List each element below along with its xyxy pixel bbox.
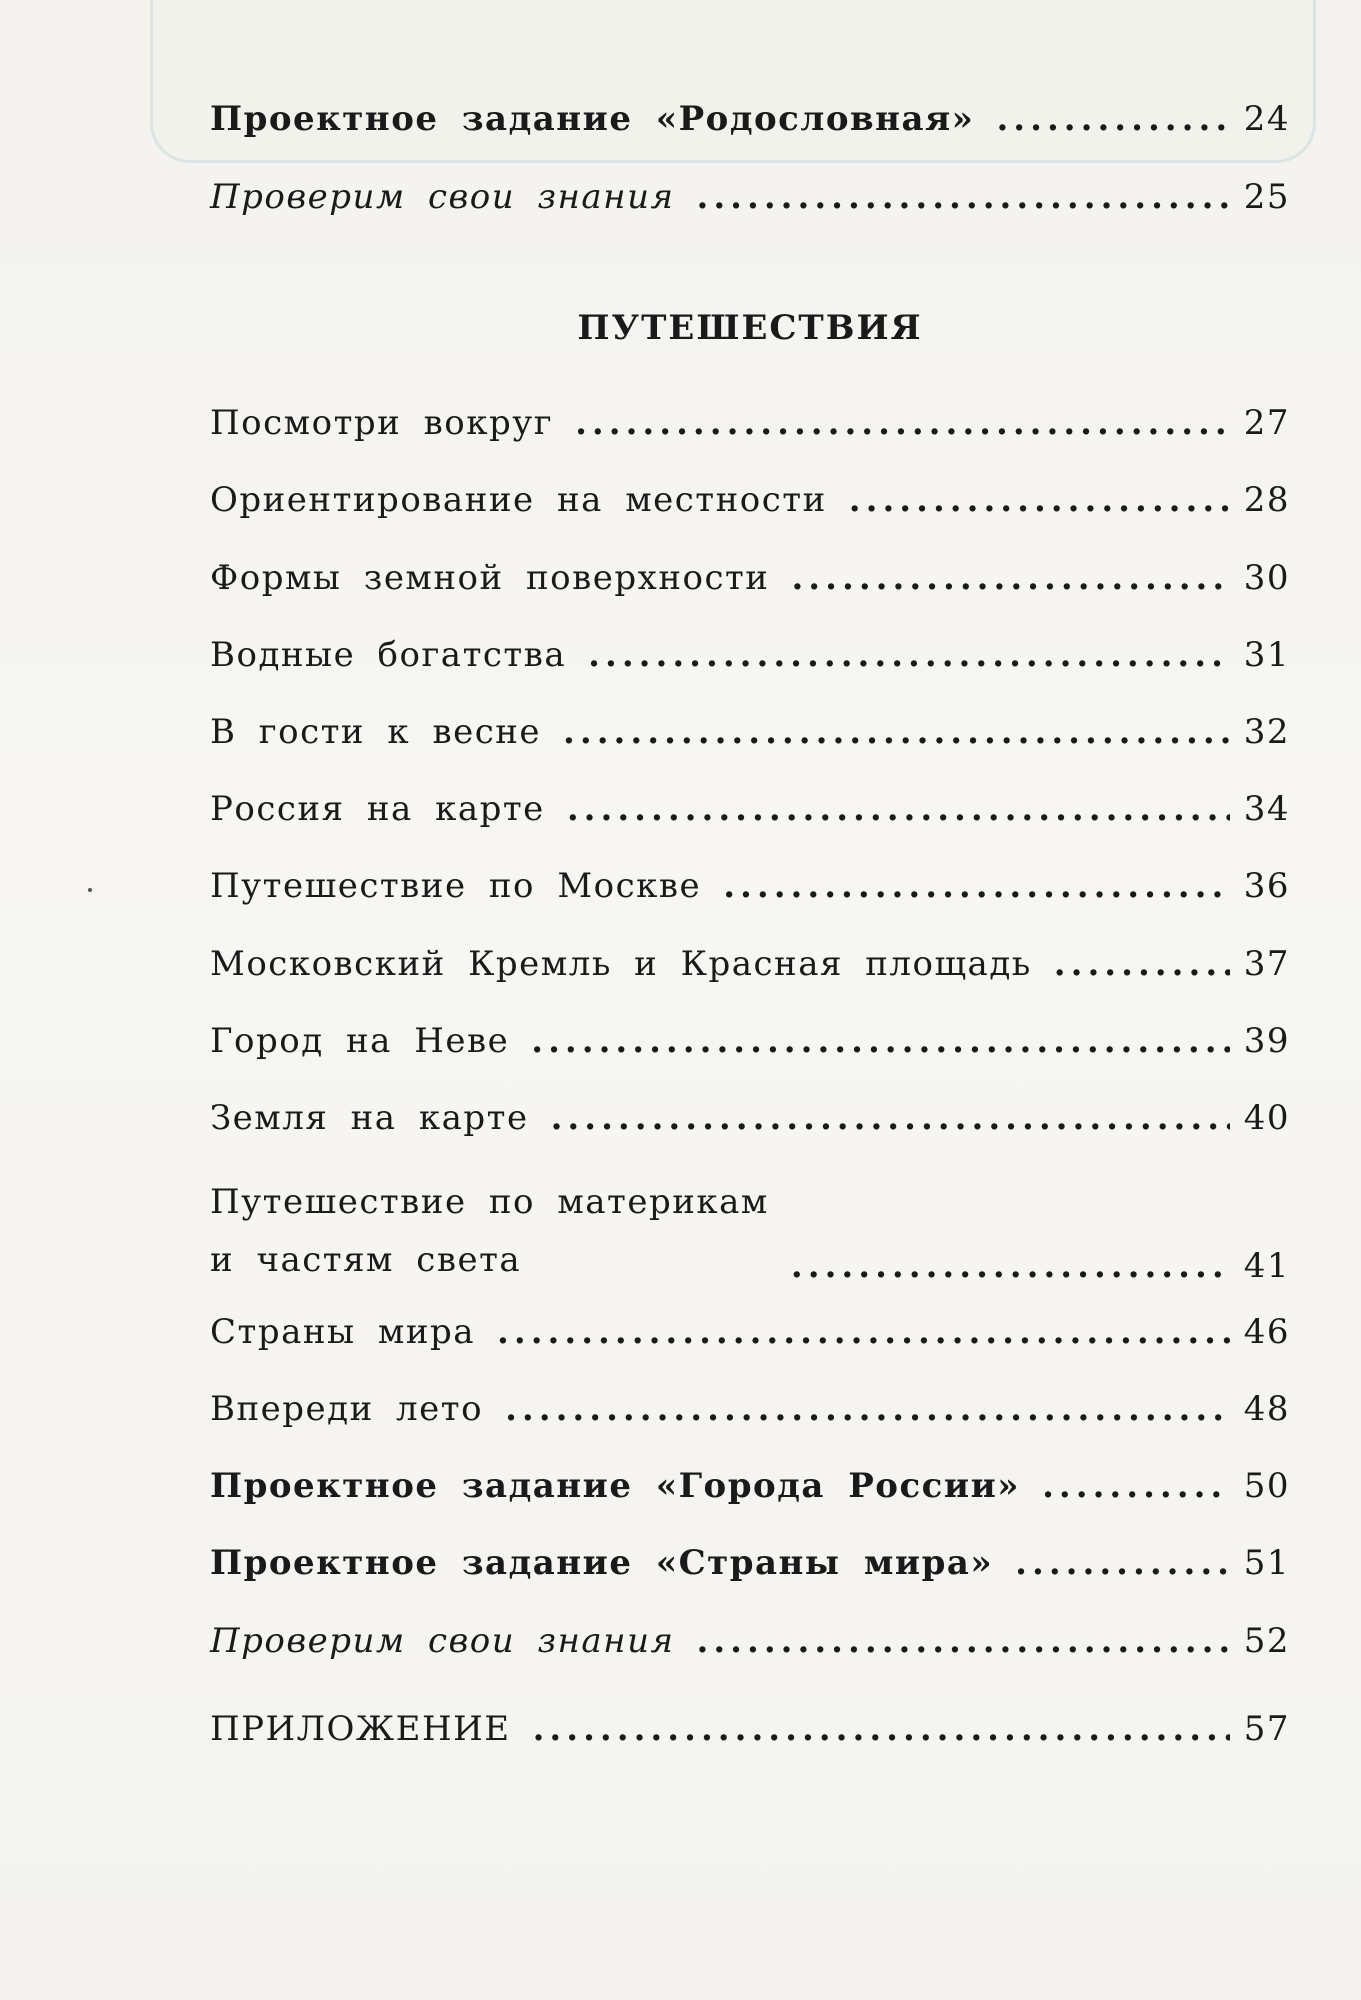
toc-entry-page: 52	[1243, 1621, 1290, 1661]
toc-entry[interactable]	[210, 400, 1290, 446]
toc-entry-page: 57	[1243, 1709, 1290, 1749]
dot-leader	[575, 400, 1230, 446]
toc-entry-title: Страны мира	[210, 1312, 476, 1352]
toc-entry-title: Проектное задание «Страны мира»	[210, 1543, 994, 1583]
toc-entry-page: 27	[1243, 403, 1290, 443]
toc-entry[interactable]	[210, 632, 1290, 678]
toc-entry[interactable]	[210, 941, 1290, 987]
toc-entry[interactable]	[210, 555, 1290, 601]
toc-entry[interactable]	[210, 863, 1290, 909]
toc-entry-page: 46	[1243, 1312, 1290, 1352]
toc-entry-title: Посмотри вокруг	[210, 403, 554, 443]
toc-entry-title: Город на Неве	[210, 1021, 510, 1061]
toc-entry-title: Проектное задание «Родословная»	[210, 99, 975, 139]
toc-entry-title: Московский Кремль и Красная площадь	[210, 944, 1032, 984]
toc-entry-page: 40	[1243, 1098, 1290, 1138]
dot-leader	[497, 1309, 1230, 1355]
toc-entry-page: 28	[1243, 480, 1290, 520]
toc-entry-page: 41	[1243, 1246, 1290, 1286]
toc-entry-check-knowledge-1[interactable]	[210, 174, 1290, 220]
dot-leader	[791, 555, 1229, 601]
toc-entry-project-countries[interactable]	[210, 1540, 1290, 1586]
toc-entry-page: 30	[1243, 558, 1290, 598]
dot-leader	[696, 1618, 1229, 1664]
toc-entry-title-line-2: и частям света	[210, 1240, 522, 1280]
toc-entry-page: 25	[1243, 177, 1290, 217]
toc-entry-title: ПРИЛОЖЕНИЕ	[210, 1709, 511, 1749]
toc-entry-project-cities[interactable]	[210, 1463, 1290, 1509]
toc-entry-page: 39	[1243, 1021, 1290, 1061]
toc-entry[interactable]	[210, 1386, 1290, 1432]
toc-entry-page: 34	[1243, 789, 1290, 829]
toc-entry-page: 50	[1243, 1466, 1290, 1506]
toc-entry-page: 48	[1243, 1389, 1290, 1429]
toc-entry-title: Земля на карте	[210, 1098, 529, 1138]
dot-leader	[996, 96, 1229, 142]
print-speck	[88, 888, 92, 892]
toc-entry-page: 32	[1243, 712, 1290, 752]
toc-entry-rodoslovnaya[interactable]	[210, 96, 1290, 142]
toc-entry-check-knowledge-2[interactable]	[210, 1618, 1290, 1664]
toc-entry-title: Путешествие по Москве	[210, 866, 702, 906]
dot-leader	[791, 1243, 1230, 1289]
toc-entry[interactable]	[210, 1095, 1290, 1141]
dot-leader	[1042, 1463, 1230, 1509]
dot-leader	[1015, 1540, 1230, 1586]
toc-entry-title: Водные богатства	[210, 635, 567, 675]
toc-entry-appendix[interactable]	[210, 1706, 1290, 1752]
toc-entry-page: 37	[1243, 944, 1290, 984]
dot-leader	[696, 174, 1229, 220]
toc-entry-title: Россия на карте	[210, 789, 545, 829]
toc-entry-page: 51	[1243, 1543, 1290, 1583]
toc-entry[interactable]	[210, 786, 1290, 832]
toc-entry-title: Проектное задание «Города России»	[210, 1466, 1021, 1506]
toc-entry-title: Проверим свои знания	[210, 177, 675, 217]
toc-entry[interactable]	[210, 477, 1290, 523]
dot-leader	[588, 632, 1230, 678]
dot-leader	[531, 1018, 1230, 1064]
dot-leader	[533, 1706, 1230, 1752]
toc-entry[interactable]	[210, 1018, 1290, 1064]
dot-leader	[563, 709, 1230, 755]
toc-entry-title	[210, 1173, 791, 1289]
dot-leader	[1054, 941, 1230, 987]
toc-entry-title-line-1: Путешествие по материкам	[210, 1182, 769, 1222]
dot-leader	[723, 863, 1230, 909]
toc-entry[interactable]	[210, 1309, 1290, 1355]
dot-leader	[567, 786, 1230, 832]
toc-entry-title: Впереди лето	[210, 1389, 484, 1429]
toc-entry-title: В гости к весне	[210, 712, 542, 752]
toc-entry-title: Проверим свои знания	[210, 1621, 675, 1661]
dot-leader	[505, 1386, 1230, 1432]
toc-entry[interactable]	[210, 709, 1290, 755]
toc-entry-page: 24	[1243, 99, 1290, 139]
toc-entry-materiki[interactable]	[210, 1173, 1290, 1289]
toc-entry-title: Формы земной поверхности	[210, 558, 770, 598]
section-title: ПУТЕШЕСТВИЯ	[577, 308, 923, 348]
toc-entry-page: 36	[1243, 866, 1290, 906]
toc-entry-title: Ориентирование на местности	[210, 480, 827, 520]
toc-entry-page: 31	[1243, 635, 1290, 675]
dot-leader	[551, 1095, 1230, 1141]
dot-leader	[849, 477, 1230, 523]
